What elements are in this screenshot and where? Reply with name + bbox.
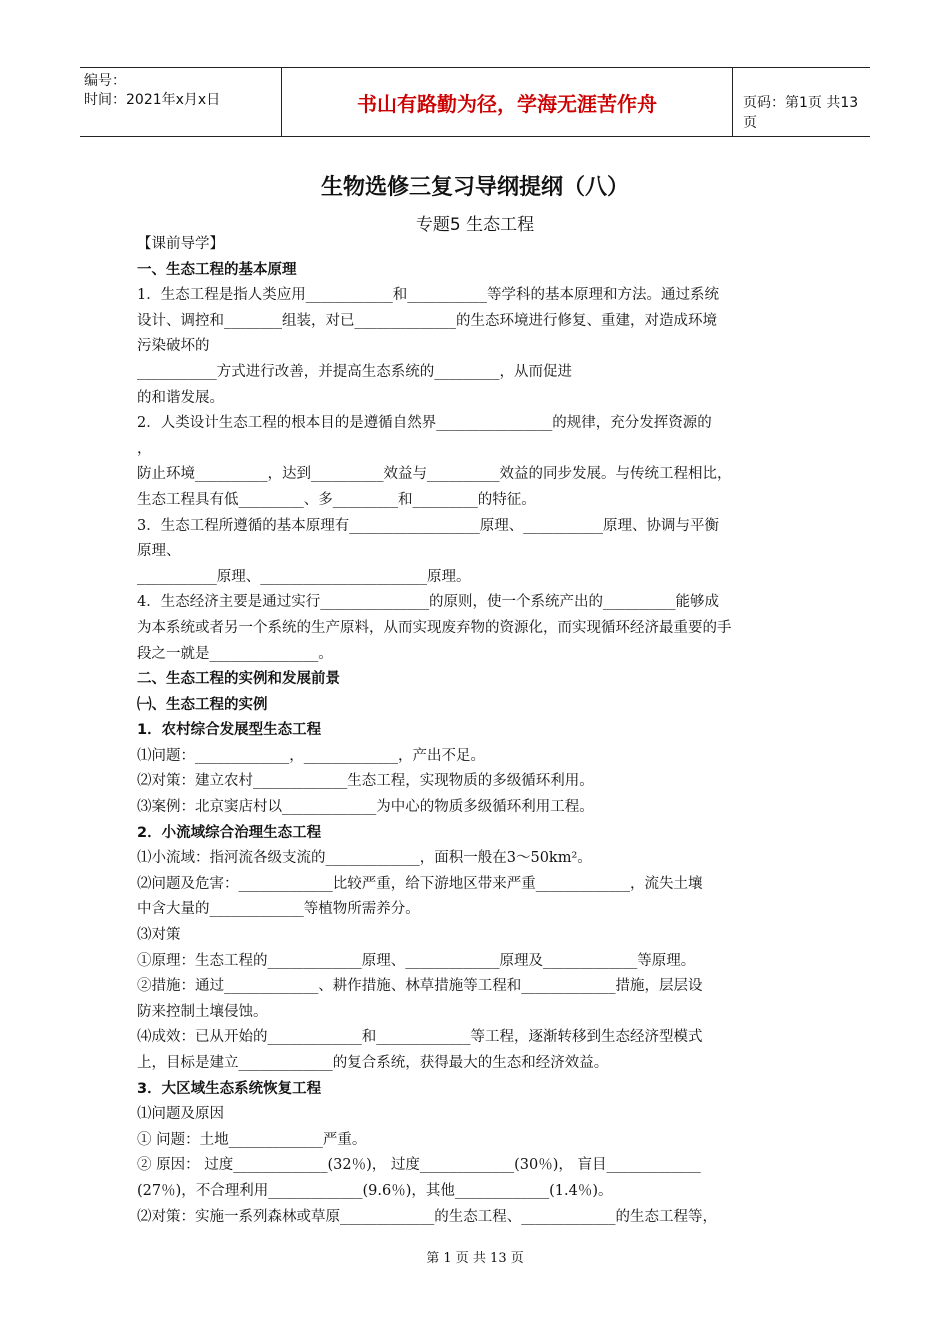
text-line: 4．生态经济主要是通过实行_______________的原则，使一个系统产出的__________能够成 [137,594,719,611]
code-label: 编号： [84,73,126,89]
header-motto: 书山有路勤为径，学海无涯苦作舟 [281,68,733,136]
text-line: ㈠、生态工程的实例 [137,696,268,713]
text-line: 上，目标是建立_____________的复合系统，获得最大的生态和经济效益。 [137,1055,609,1071]
text-line: ⑶对策 [137,927,181,944]
text-line: ②措施：通过_____________、耕作措施、林草措施等工程和_____________措施，层层设 [137,978,703,995]
text-line: ___________原理、_______________________原理。 [137,568,471,585]
text-line: 中含大量的_____________等植物所需养分。 [137,901,420,918]
text-line: 段之一就是_______________。 [137,645,333,662]
text-line: ___________方式进行改善，并提高生态系统的_________，从而促进 [137,363,572,380]
text-line: ⑴问题：_____________，_____________，产出不足。 [137,747,485,764]
header-page-info: 页码：第1页 共13页 [743,95,859,131]
text-line: ⑴小流域：指河流各级支流的_____________，面积一般在3～50km²。 [137,850,592,867]
date-label: 时间：2021年x月x日 [84,92,221,108]
text-line: ② 原因： 过度_____________(32％)， 过度_____________(30％)， 盲目_____________ [137,1157,701,1174]
text-line: ⑵问题及危害：_____________比较严重，给下游地区带来严重_____________，流失土壤 [137,875,703,892]
text-line: 的和谐发展。 [137,389,224,406]
text-line: 防止环境__________，达到__________效益与__________效益的同步发展。与传统工程相比， [137,466,732,483]
text-line: ①原理：生态工程的_____________原理、_____________原理及_____________等原理。 [137,952,696,969]
text-line: ① 问题：土地_____________严重。 [137,1131,367,1148]
text-line: 设计、调控和________组装，对已______________的生态环境进行修复、重建，对造成环境 [137,312,717,329]
text-line: 二、生态工程的实例和发展前景 [137,671,340,688]
text-line: ⑵对策：建立农村_____________生态工程，实现物质的多级循环利用。 [137,773,594,790]
text-line: 3．大区域生态系统恢复工程 [137,1080,322,1097]
text-line: ⑶案例：北京窦店村以_____________为中心的物质多级循环利用工程。 [137,799,594,816]
text-line: 生态工程具有低_________、多_________和_________的特征。 [137,491,536,508]
text-line: 1．农村综合发展型生态工程 [137,722,322,739]
text-line: ⑴问题及原因 [137,1106,224,1123]
document-body [137,232,822,1230]
text-line: 3．生态工程所遵循的基本原理有__________________原理、___________原理、协调与平衡 [137,517,719,534]
text-line: ⑷成效：已从开始的_____________和_____________等工程，逐渐转移到生态经济型模式 [137,1029,703,1046]
text-line: ， [137,440,152,457]
text-line: 为本系统或者另一个系统的生产原料，从而实现废弃物的资源化，而实现循环经济最重要的手 [137,619,732,636]
text-line: (27％)，不合理利用_____________(9.6％)，其他_____________(1.4％)。 [137,1182,613,1199]
text-line: 【课前导学】 [137,236,224,252]
text-line: ⑵对策：实施一系列森林或草原_____________的生态工程、_____________的生态工程等， [137,1208,717,1225]
text-line: 原理、 [137,543,181,560]
text-line: 2．小流域综合治理生态工程 [137,824,322,841]
document-header [80,67,870,137]
text-line: 2．人类设计生态工程的根本目的是遵循自然界________________的规律，充分发挥资源的 [137,415,712,432]
text-line: 1．生态工程是指人类应用____________和___________等学科的基本原理和方法。通过系统 [137,287,719,304]
text-line: 防来控制土壤侵蚀。 [137,1003,268,1020]
page-title: 生物选修三复习导纲提纲（八） [320,175,629,200]
page-footer: 第 1 页 共 13 页 [426,1251,524,1266]
header-meta [80,68,281,136]
page-subtitle: 专题5 生态工程 [415,215,535,235]
text-line: 污染破坏的 [137,338,210,355]
text-line: 一、生态工程的基本原理 [137,261,297,278]
